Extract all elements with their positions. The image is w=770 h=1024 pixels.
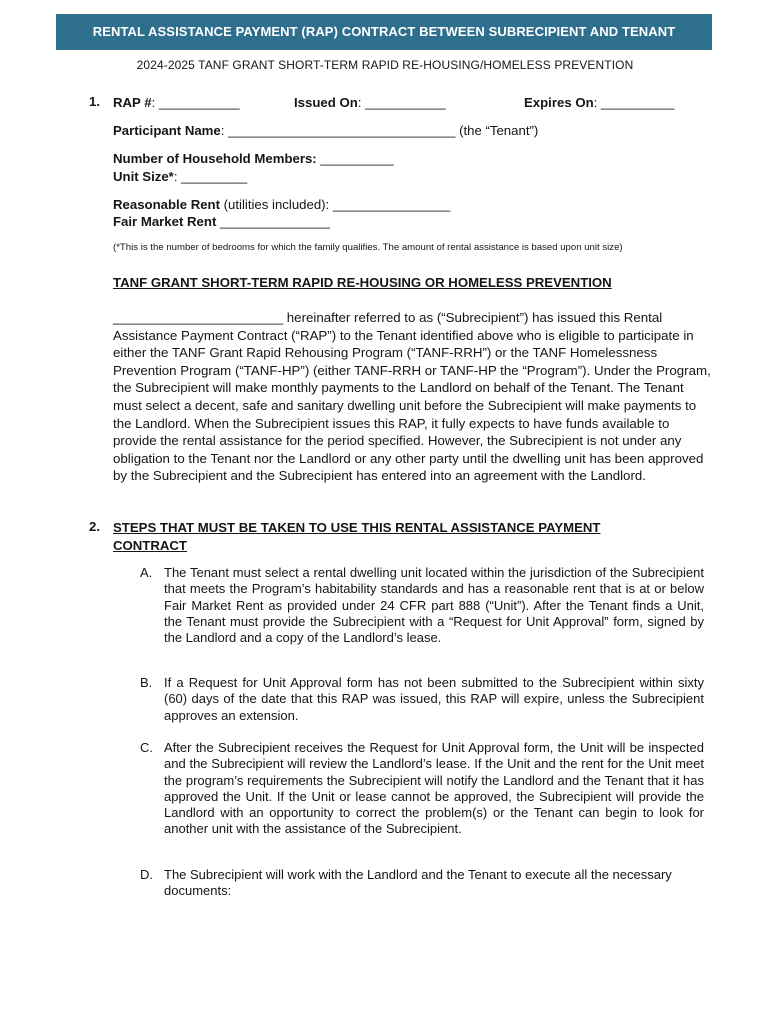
issued-on-field	[294, 94, 446, 112]
participant-name-label: Participant Name	[113, 123, 221, 138]
list-item-text: After the Subrecipient receives the Request for Unit Approval form, the Unit will be inspected and the Subrecipient will review the Landlord’s lease. If the Unit and the rent for the Unit meet the program’s requirements the Subrecipient will notify the Landlord and the Tenant that it has approved the Unit. If the Unit or lease cannot be approved, the Subrecipient will provide the Landlord with an opportunity to correct the problem(s) or the Tenant can begin to look for another unit with the assistance of the Subrecipient.	[164, 740, 704, 837]
issued-on-blank: : ___________	[357, 95, 446, 110]
participant-name-blank: : _______________________________ (the “Tenant”)	[220, 123, 539, 138]
rap-number-field	[113, 94, 240, 112]
program-description-paragraph: _______________________ hereinafter referred to as (“Subrecipient”) has issued this Rental Assistance Payment Contract (“RAP”) to the Tenant identified above who is eligible to participate in either the TANF Grant Rapid Rehousing Program (“TANF-RRH”) or the TANF Homelessness Prevention Program (“TANF-HP”) (either TANF-RRH or TANF-HP the “Program”). Under the Program, the Subrecipient will make monthly payments to the Landlord on behalf of the Tenant. The Tenant must select a decent, safe and sanitary dwelling unit before the Subrecipient will make payments to the Landlord. When the Subrecipient issues this RAP, it fully expects to have funds available to provide the rental assistance for the period specified. However, the Subrecipient is not under any obligation to the Tenant nor the Landlord or any other party until the dwelling unit has been approved by the Subrecipient and the Subrecipient has entered into an agreement with the Landlord.	[113, 310, 711, 484]
section-2-heading: STEPS THAT MUST BE TAKEN TO USE THIS RENTAL ASSISTANCE PAYMENT CONTRACT	[113, 520, 601, 553]
list-item	[140, 675, 704, 724]
list-item-letter: B.	[140, 675, 153, 690]
fair-market-rent-label: Fair Market Rent	[113, 214, 217, 229]
list-item-text: If a Request for Unit Approval form has not been submitted to the Subrecipient within sixty (60) days of the date that this RAP was issued, this RAP will expire, unless the Subrecipient approves an extension.	[164, 675, 704, 723]
section-2-number: 2.	[89, 519, 100, 534]
list-item-letter: D.	[140, 867, 153, 882]
unit-size-footnote: (*This is the number of bedrooms for which the family qualifies. The amount of rental assistance is based upon unit size)	[113, 242, 623, 253]
unit-size-field	[113, 168, 247, 186]
reasonable-rent-label: Reasonable Rent	[113, 197, 220, 212]
list-item-text: The Subrecipient will work with the Landlord and the Tenant to execute all the necessary documents:	[164, 867, 672, 899]
rap-number-label: RAP #	[113, 95, 152, 110]
list-item-text: The Tenant must select a rental dwelling unit located within the jurisdiction of the Subrecipient that meets the Program’s habitability standards and has a reasonable rent that is at or below Fair Market Rent as provided under 24 CFR part 888 (“Unit”). After the Tenant finds a Unit, the Tenant must provide the Subrecipient with a “Request for Unit Approval” form, signed by the Landlord and a copy of the Landlord’s lease.	[164, 565, 704, 646]
household-members-label: Number of Household Members:	[113, 151, 317, 166]
list-item	[140, 867, 704, 900]
list-item	[140, 740, 704, 838]
unit-size-label: Unit Size*	[113, 169, 174, 184]
list-item-letter: C.	[140, 740, 153, 755]
expires-on-blank: : __________	[593, 95, 675, 110]
household-members-blank: __________	[316, 151, 394, 166]
unit-size-blank: : _________	[173, 169, 248, 184]
rap-number-blank: : ___________	[151, 95, 240, 110]
document-subtitle: 2024-2025 TANF GRANT SHORT-TERM RAPID RE-HOUSING/HOMELESS PREVENTION	[136, 58, 634, 72]
issued-on-label: Issued On	[294, 95, 358, 110]
household-members-field	[113, 150, 394, 168]
list-item-letter: A.	[140, 565, 153, 580]
participant-name-field	[113, 122, 538, 140]
program-heading: TANF GRANT SHORT-TERM RAPID RE-HOUSING OR HOMELESS PREVENTION	[113, 275, 612, 290]
expires-on-label: Expires On	[524, 95, 594, 110]
list-item	[140, 565, 704, 646]
fair-market-rent-blank: _______________	[216, 214, 331, 229]
expires-on-field	[524, 94, 674, 112]
reasonable-rent-blank: (utilities included): ________________	[220, 197, 451, 212]
section-1-number: 1.	[89, 94, 100, 109]
fair-market-rent-field	[113, 213, 330, 231]
reasonable-rent-field	[113, 196, 450, 214]
document-title-banner: RENTAL ASSISTANCE PAYMENT (RAP) CONTRACT BETWEEN SUBRECIPIENT AND TENANT	[56, 14, 712, 50]
